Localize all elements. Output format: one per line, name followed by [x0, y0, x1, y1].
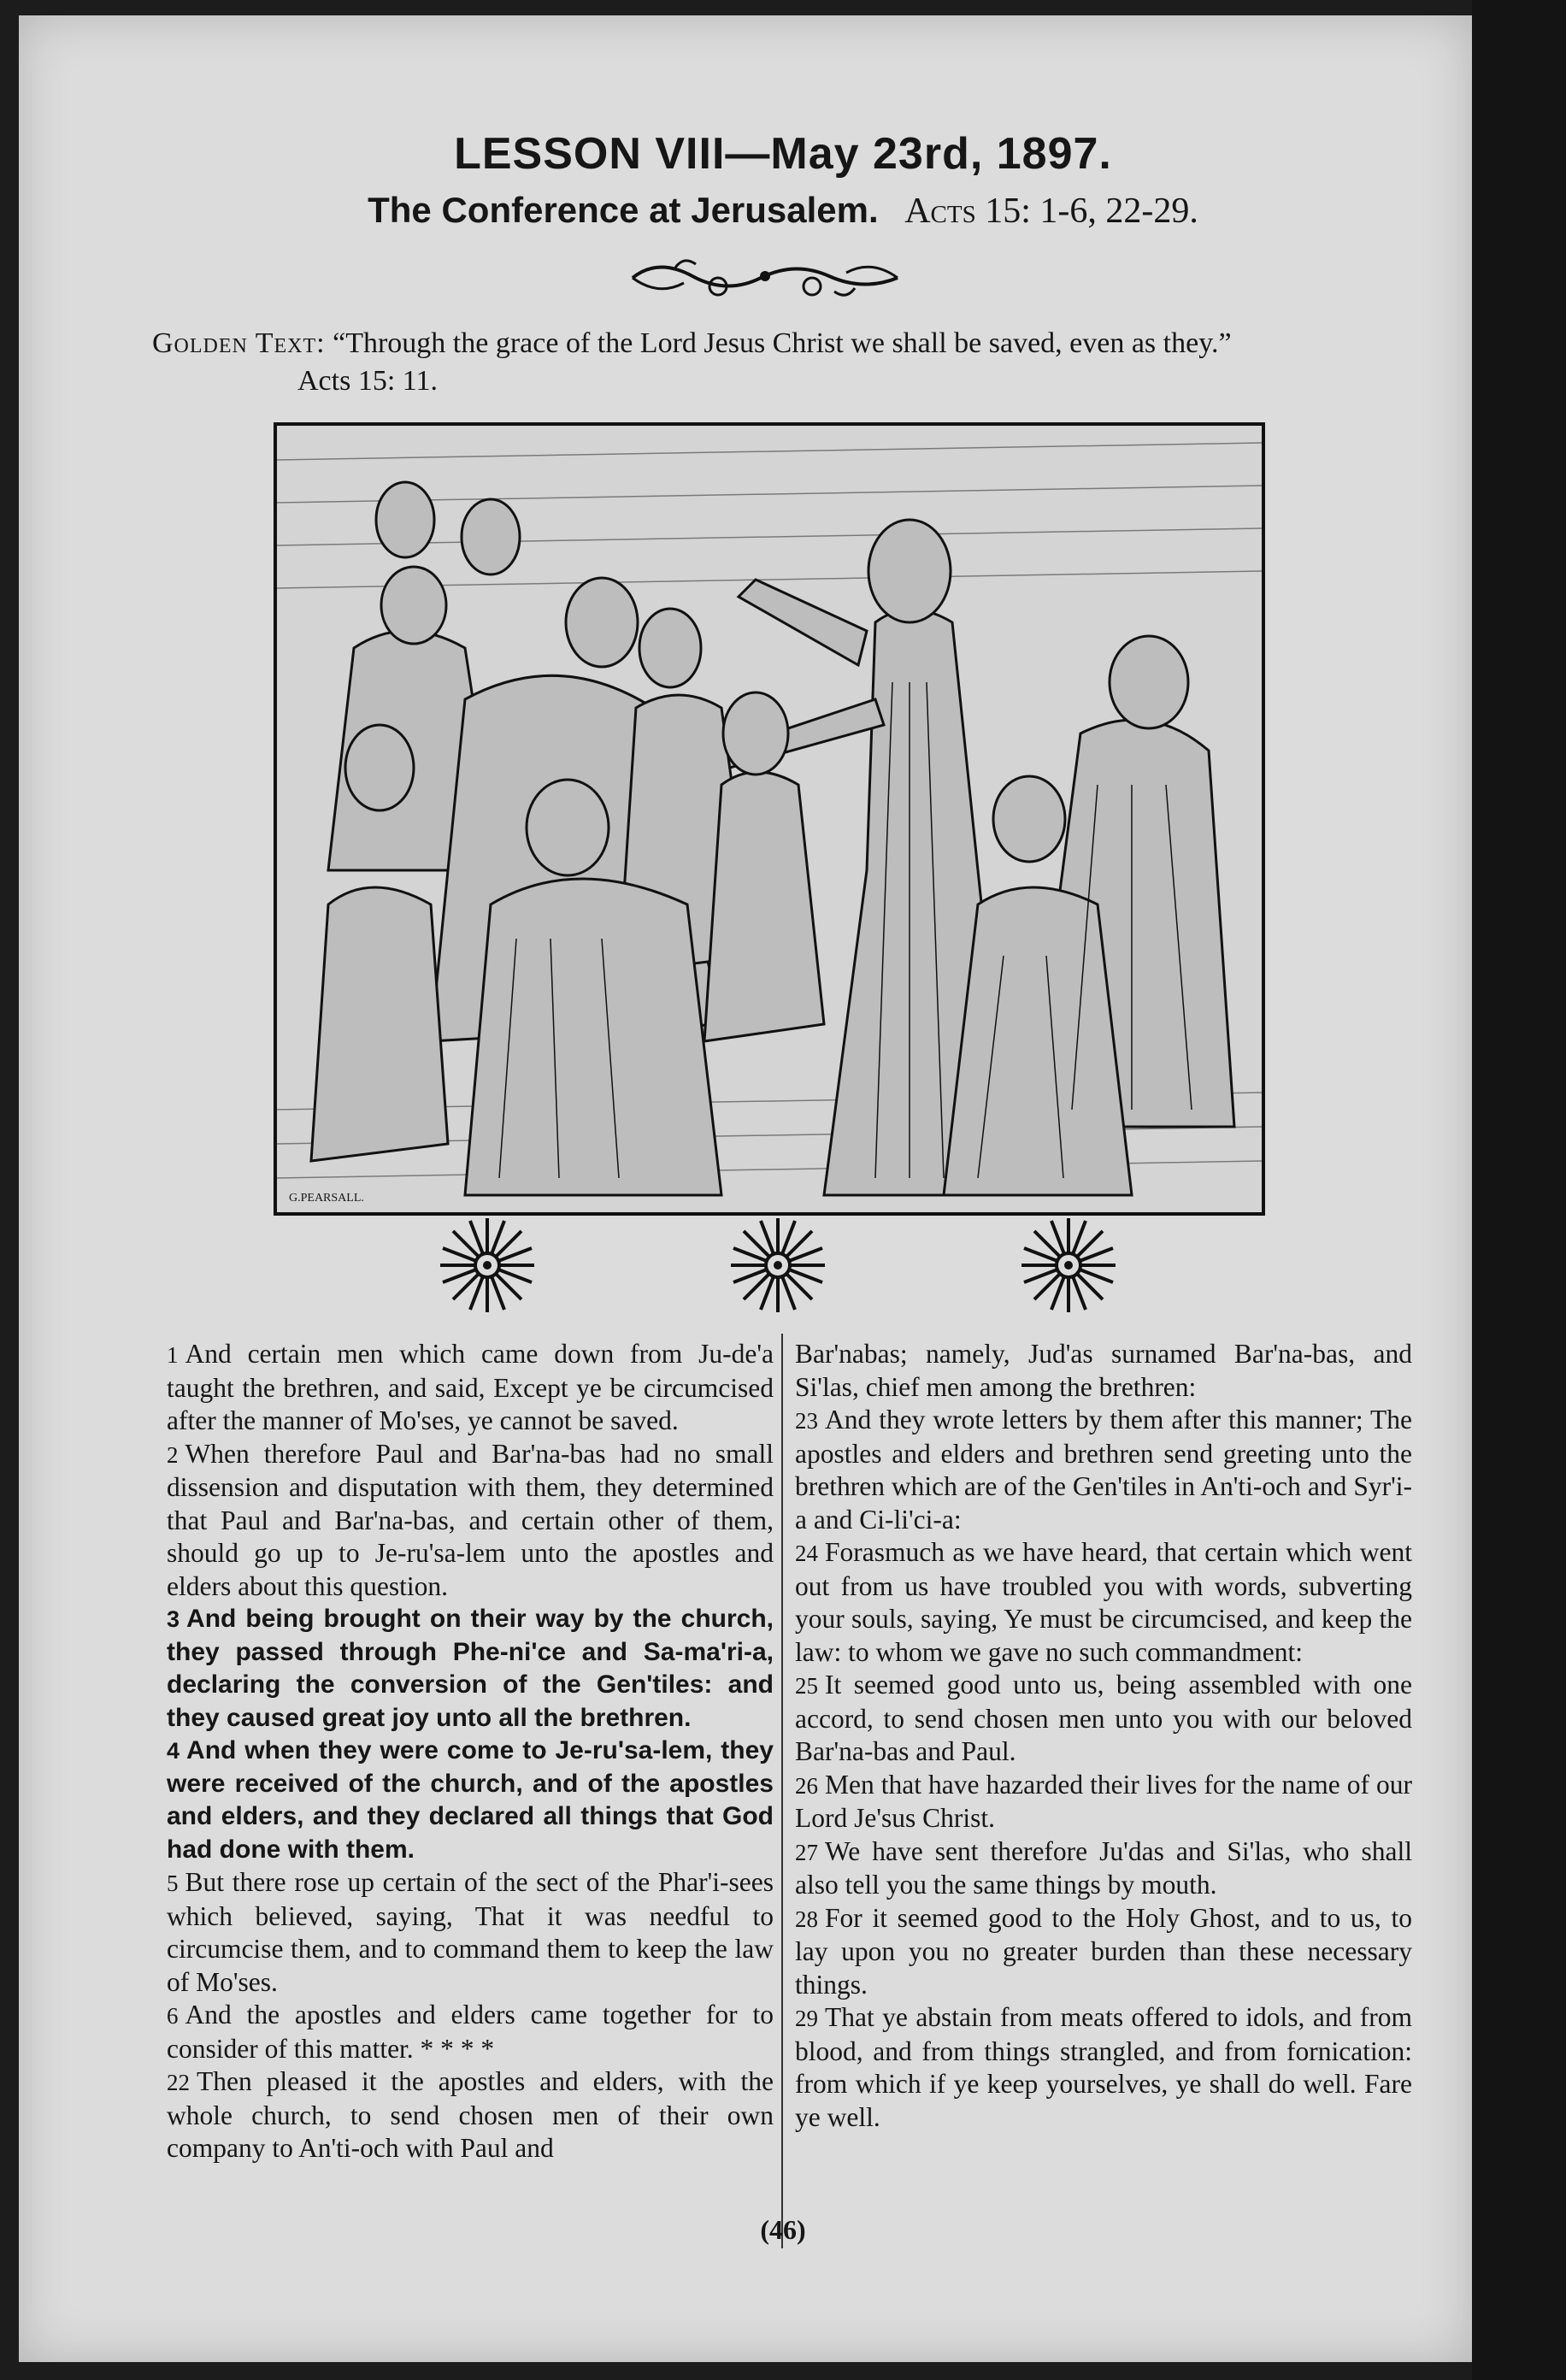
sunburst-ornament — [436, 1214, 539, 1317]
lesson-title: LESSON VIII—May 23rd, 1897. — [454, 129, 1112, 179]
golden-text-label: Golden Text: — [152, 327, 326, 359]
page-number: (46) — [760, 2214, 806, 2245]
lesson-topic: The Conference at Jerusalem. — [368, 190, 879, 230]
sunburst-ornament — [727, 1214, 829, 1317]
verse-2: 2 When therefore Paul and Bar'na-bas had no small dissension and disputation with them, they determined that Paul and Bar'na-bas, and certain other of them, should go up to Je-ru'sa-lem unto the apostles and elders about this question. — [167, 1438, 774, 1601]
golden-text-ref: Acts 15: 11. — [297, 365, 439, 397]
verse-23: 23 And they wrote letters by them after this manner; The apostles and elders and brethren send greeting unto the brethren which are of the Gen'tiles in An'ti-och and Syr'i-a and Ci-li'ci-a: — [795, 1405, 1412, 1535]
scripture-reference: Acts 15: 1-6, 22-29. — [904, 191, 1198, 231]
verse-3: 3 And being brought on their way by the church, they passed through Phe-ni'ce and Sa-ma'ri-a, declaring the conversion of the Gen'tiles: and they caused great joy unto all the brethren. — [167, 1605, 774, 1732]
engraving-illustration — [274, 422, 1265, 1216]
scroll-ornament — [624, 252, 906, 303]
engraver-signature: G.PEARSALL. — [289, 1192, 364, 1205]
verse-5: 5 But there rose up certain of the sect of the Phar'i-sees which believed, saying, That it was needful to circumcise them, and to command them to keep the law of Mo'ses. — [167, 1867, 774, 1997]
engraving-scene — [277, 426, 1262, 1212]
page-edge-shadow — [1472, 0, 1566, 2380]
verse-24: 24 Forasmuch as we have heard, that certain which went out from us have troubled you with words, subverting your souls, saying, Ye must be circumcised, and keep the law: to whom we gave no such commandment: — [795, 1537, 1412, 1667]
verse-27: 27 We have sent therefore Ju'das and Si'las, who shall also tell you the same things by mouth. — [795, 1835, 1412, 1900]
verse-1: 1 And certain men which came down from Ju-de'a taught the brethren, and said, Except ye be circumcised after the manner of Mo'ses, ye cannot be saved. — [167, 1339, 774, 1435]
verse-4: 4 And when they were come to Je-ru'sa-lem, they were received of the church, and of the apostles and elders, and they declared all things that God had done with them. — [167, 1736, 774, 1864]
golden-text-quote: “Through the grace of the Lord Jesus Christ we shall be saved, even as they.” — [333, 327, 1232, 359]
right-column — [795, 1338, 1412, 2134]
left-column — [167, 1338, 774, 2165]
lesson-subtitle — [0, 190, 1566, 232]
verse-6: 6 And the apostles and elders came together for to consider of this matter. * * * * — [167, 2000, 774, 2064]
column-divider — [781, 1334, 783, 2248]
verse-22: 22 Then pleased it the apostles and elders, with the whole church, to send chosen men of their own company to An'ti-och with Paul and — [167, 2066, 774, 2163]
golden-text — [152, 325, 1400, 400]
verse-22-continued: Bar'nabas; namely, Jud'as surnamed Bar'na-bas, and Si'las, chief men among the brethren: — [795, 1339, 1412, 1402]
verse-25: 25 It seemed good unto us, being assembled with one accord, to send chosen men unto you with our beloved Bar'na-bas and Paul. — [795, 1670, 1412, 1766]
sunburst-ornament — [1017, 1214, 1120, 1317]
verse-29: 29 That ye abstain from meats offered to idols, and from blood, and from things strangled, and from fornication: from which if ye keep yourselves, ye shall do well. Fare ye well. — [795, 2002, 1412, 2132]
verse-28: 28 For it seemed good to the Holy Ghost, and to us, to lay upon you no greater burden than these necessary things. — [795, 1902, 1412, 2000]
verse-26: 26 Men that have hazarded their lives for the name of our Lord Je'sus Christ. — [795, 1769, 1412, 1833]
